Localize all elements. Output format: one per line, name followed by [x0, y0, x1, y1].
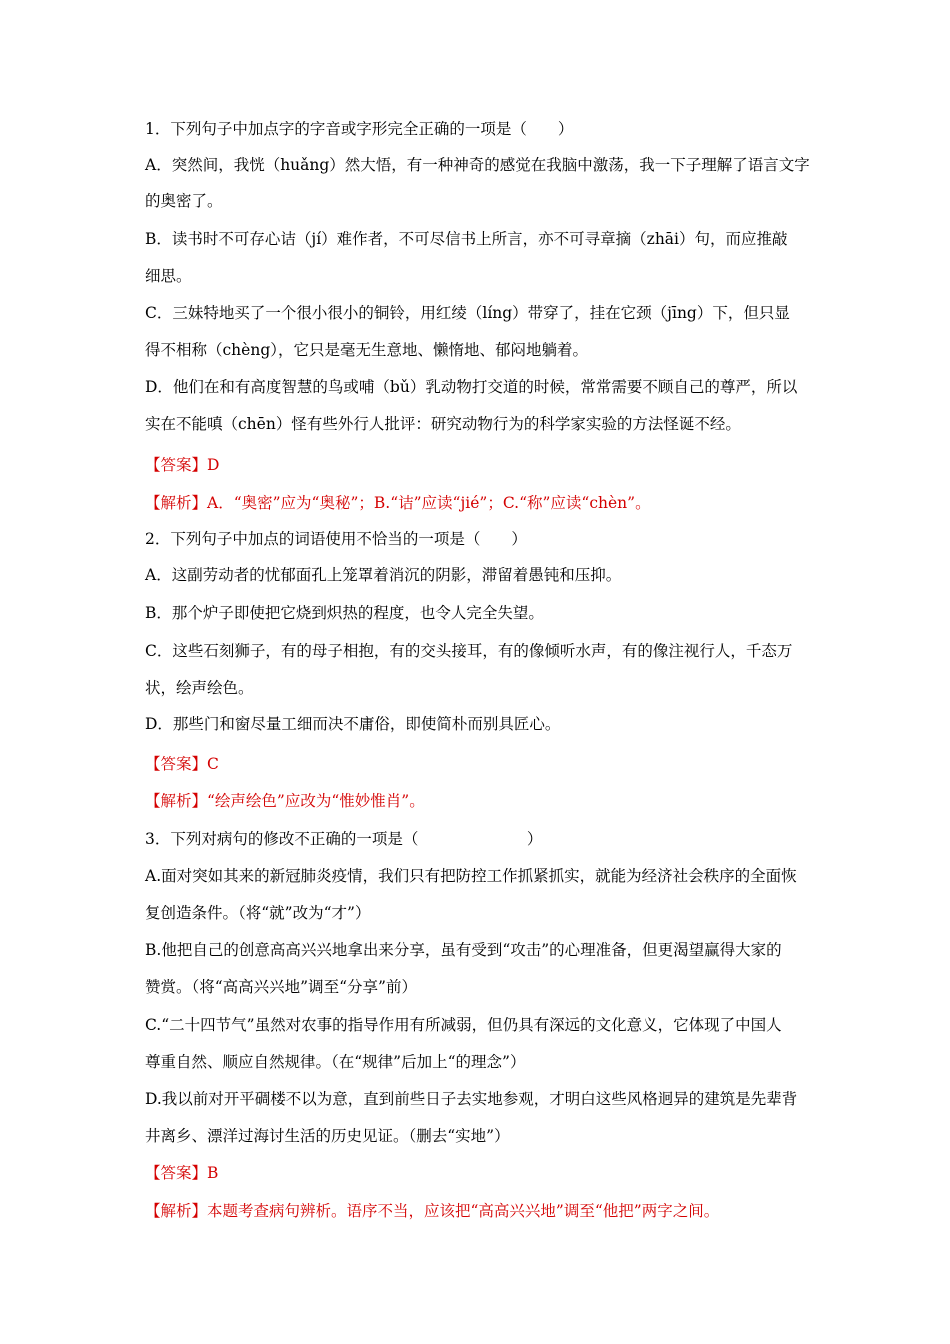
q2-stem: 2．下列句子中加点的词语使用不恰当的一项是（ ） — [145, 530, 527, 548]
q3-stem: 3．下列对病句的修改不正确的一项是（ ） — [145, 830, 543, 848]
q3-option-c-line1: C.“二十四节气”虽然对农事的指导作用有所减弱，但仍具有深远的文化意义，它体现了中国人 — [145, 1016, 782, 1034]
q1-stem: 1．下列句子中加点字的字音或字形完全正确的一项是（ ） — [145, 120, 574, 138]
q1-answer: 【答案】D — [145, 456, 220, 474]
q3-option-b-line2: 赞赏。（将“高高兴兴地”调至“分享”前） — [145, 978, 417, 996]
q3-option-b-line1: B.他把自己的创意高高兴兴地拿出来分享，虽有受到“攻击”的心理准备，但更渴望赢得大家的 — [145, 941, 782, 959]
q1-option-d-line1: D．他们在和有高度智慧的鸟或哺（bǔ）乳动物打交道的时候，常常需要不顾自己的尊严，所以 — [145, 378, 798, 396]
q3-option-d-line1: D.我以前对开平碉楼不以为意，直到前些日子去实地参观，才明白这些风格迥异的建筑是先辈背 — [145, 1090, 798, 1108]
q2-answer: 【答案】C — [145, 755, 219, 773]
q3-option-d-line2: 井离乡、漂洋过海讨生活的历史见证。（删去“实地”） — [145, 1127, 510, 1145]
q2-option-d: D．那些门和窗尽量工细而决不庸俗，即使简朴而别具匠心。 — [145, 715, 561, 733]
q3-option-c-line2: 尊重自然、顺应自然规律。（在“规律”后加上“的理念”） — [145, 1053, 526, 1071]
q1-option-c-line1: C．三妹特地买了一个很小很小的铜铃，用红绫（líng）带穿了，挂在它颈（jīng）下，但只显 — [145, 304, 790, 322]
q1-option-a-line2: 的奥密了。 — [145, 192, 223, 210]
q2-option-c-line1: C．这些石刻狮子，有的母子相抱，有的交头接耳，有的像倾听水声，有的像注视行人，千态万 — [145, 642, 793, 660]
q2-option-c-line2: 状，绘声绘色。 — [145, 679, 254, 697]
q2-explanation: 【解析】“绘声绘色”应改为“惟妙惟肖”。 — [145, 792, 425, 810]
q1-explanation: 【解析】A．“奥密”应为“奥秘”；B.“诘”应读“jié”；C.“称”应读“chèn”。 — [145, 494, 651, 512]
q3-option-a-line1: A.面对突如其来的新冠肺炎疫情，我们只有把防控工作抓紧抓实，就能为经济社会秩序的全面恢 — [145, 867, 797, 885]
q1-option-d-line2: 实在不能嗔（chēn）怪有些外行人批评：研究动物行为的科学家实验的方法怪诞不经。 — [145, 415, 741, 433]
q1-option-b-line1: B．读书时不可存心诘（jí）难作者，不可尽信书上所言，亦不可寻章摘（zhāi）句，而应推敲 — [145, 230, 788, 248]
q3-answer: 【答案】B — [145, 1164, 219, 1182]
q2-option-b: B．那个炉子即使把它烧到炽热的程度，也令人完全失望。 — [145, 604, 544, 622]
q3-explanation: 【解析】本题考查病句辨析。语序不当，应该把“高高兴兴地”调至“他把”两字之间。 — [145, 1202, 720, 1220]
q1-option-c-line2: 得不相称（chèng），它只是毫无生意地、懒惰地、郁闷地躺着。 — [145, 341, 588, 359]
q2-option-a: A．这副劳动者的忧郁面孔上笼罩着消沉的阴影，滞留着愚钝和压抑。 — [145, 566, 622, 584]
q3-option-a-line2: 复创造条件。（将“就”改为“才”） — [145, 904, 371, 922]
q1-option-b-line2: 细思。 — [145, 267, 192, 285]
q1-option-a-line1: A．突然间，我恍（huǎng）然大悟，有一种神奇的感觉在我脑中激荡，我一下子理解了语言文字 — [145, 156, 810, 174]
